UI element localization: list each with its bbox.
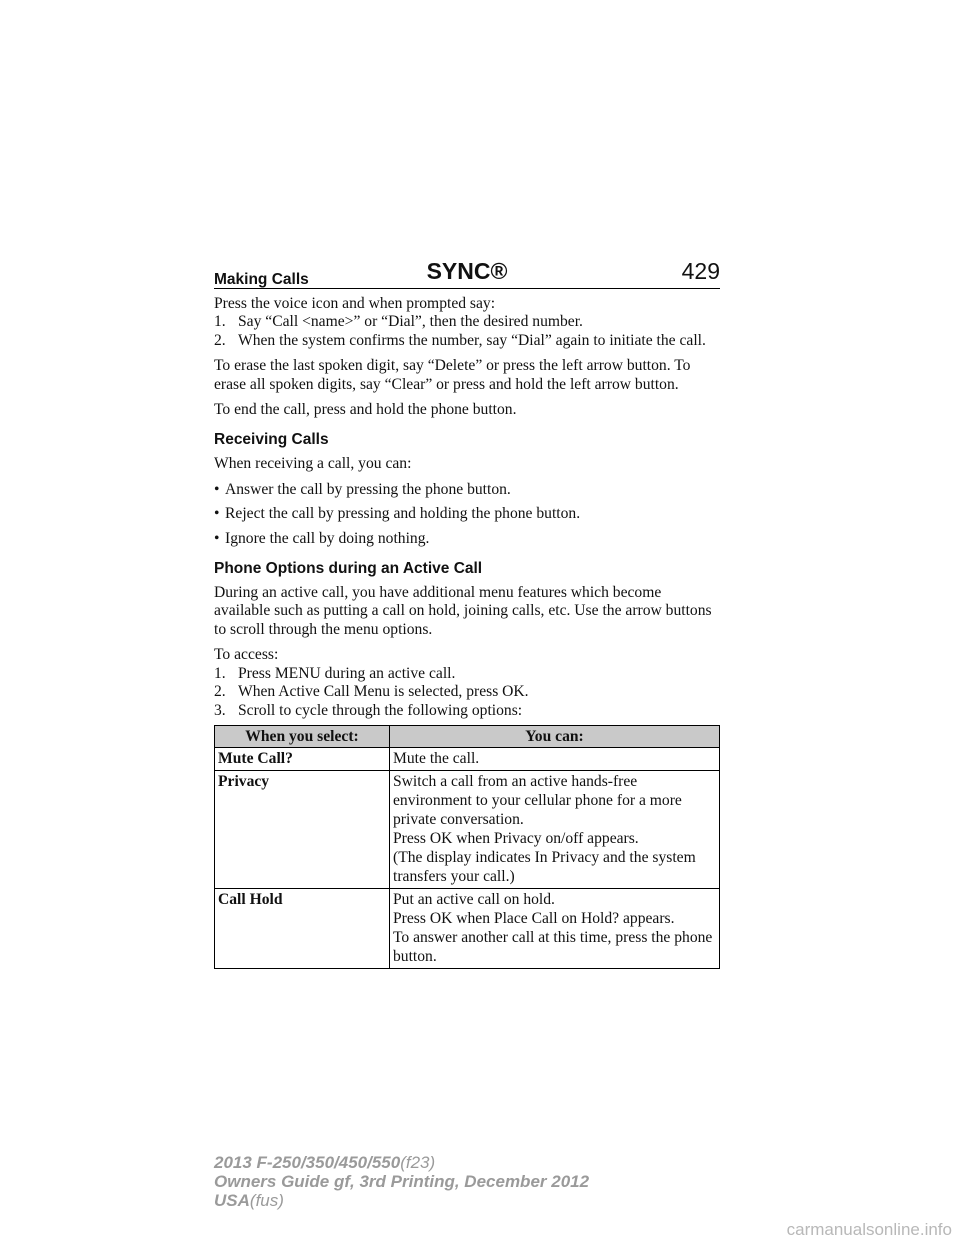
page-number: 429 — [681, 258, 720, 284]
making-calls-intro: Press the voice icon and when prompted say: — [214, 295, 496, 312]
option-name: Privacy — [215, 770, 390, 888]
heading-active-call: Phone Options during an Active Call — [214, 560, 483, 578]
page-footer — [214, 1153, 589, 1210]
footer-market-code: (fus) — [249, 1191, 284, 1210]
options-table — [214, 725, 720, 969]
list-item: • Answer the call by pressing the phone button. — [214, 480, 511, 498]
table-row — [215, 770, 720, 888]
active-call-intro: During an active call, you have additional menu features which become available such as putting a call on hold, joining calls, etc. Use the arrow buttons to scroll through the menu options. — [214, 584, 712, 638]
option-name: Mute Call? — [215, 747, 390, 770]
list-item: 2. When the system confirms the number, say “Dial” again to initiate the call. — [214, 331, 706, 349]
erase-paragraph: To erase the last spoken digit, say “Delete” or press the left arrow button. To erase all spoken digits, say “Clear” or press and hold the left arrow button. — [214, 357, 691, 393]
column-header-select: When you select: — [215, 725, 390, 747]
receiving-calls-intro: When receiving a call, you can: — [214, 455, 412, 473]
option-description: Put an active call on hold. Press OK when Place Call on Hold? appears. To answer another call at this time, press the phone button. — [390, 888, 720, 968]
option-description: Mute the call. — [390, 747, 720, 770]
option-description: Switch a call from an active hands-free environment to your cellular phone for a more private conversation. Press OK when Privacy on/off appears. (The display indicates In Privacy and the system transfers your call.) — [390, 770, 720, 888]
footer-model-code: (f23) — [400, 1153, 436, 1172]
footer-model: 2013 F-250/350/450/550 — [214, 1153, 401, 1172]
heading-receiving-calls: Receiving Calls — [214, 431, 329, 449]
page-content — [214, 270, 720, 969]
list-item: • Reject the call by pressing and holding the phone button. — [214, 505, 581, 523]
table-row — [215, 747, 720, 770]
list-item: • Ignore the call by doing nothing. — [214, 529, 430, 547]
table-row — [215, 888, 720, 968]
footer-market: USA — [214, 1191, 250, 1210]
list-item: 3. Scroll to cycle through the following options: — [214, 701, 523, 719]
list-item: 2. When Active Call Menu is selected, press OK. — [214, 683, 529, 701]
end-call-paragraph: To end the call, press and hold the phone button. — [214, 401, 517, 419]
section-title: SYNC® — [426, 258, 508, 284]
list-item: 1. Press MENU during an active call. — [214, 664, 456, 682]
option-name: Call Hold — [215, 888, 390, 968]
watermark: carmanualsonline.info — [786, 1220, 952, 1239]
heading-making-calls: Making Calls — [214, 271, 309, 288]
list-item: 1. Say “Call <name>” or “Dial”, then the desired number. — [214, 313, 583, 331]
footer-guide: Owners Guide gf, 3rd Printing, December 2012 — [214, 1172, 590, 1191]
table-header-row — [215, 725, 720, 747]
column-header-can: You can: — [390, 725, 720, 747]
access-label: To access: — [214, 646, 279, 664]
